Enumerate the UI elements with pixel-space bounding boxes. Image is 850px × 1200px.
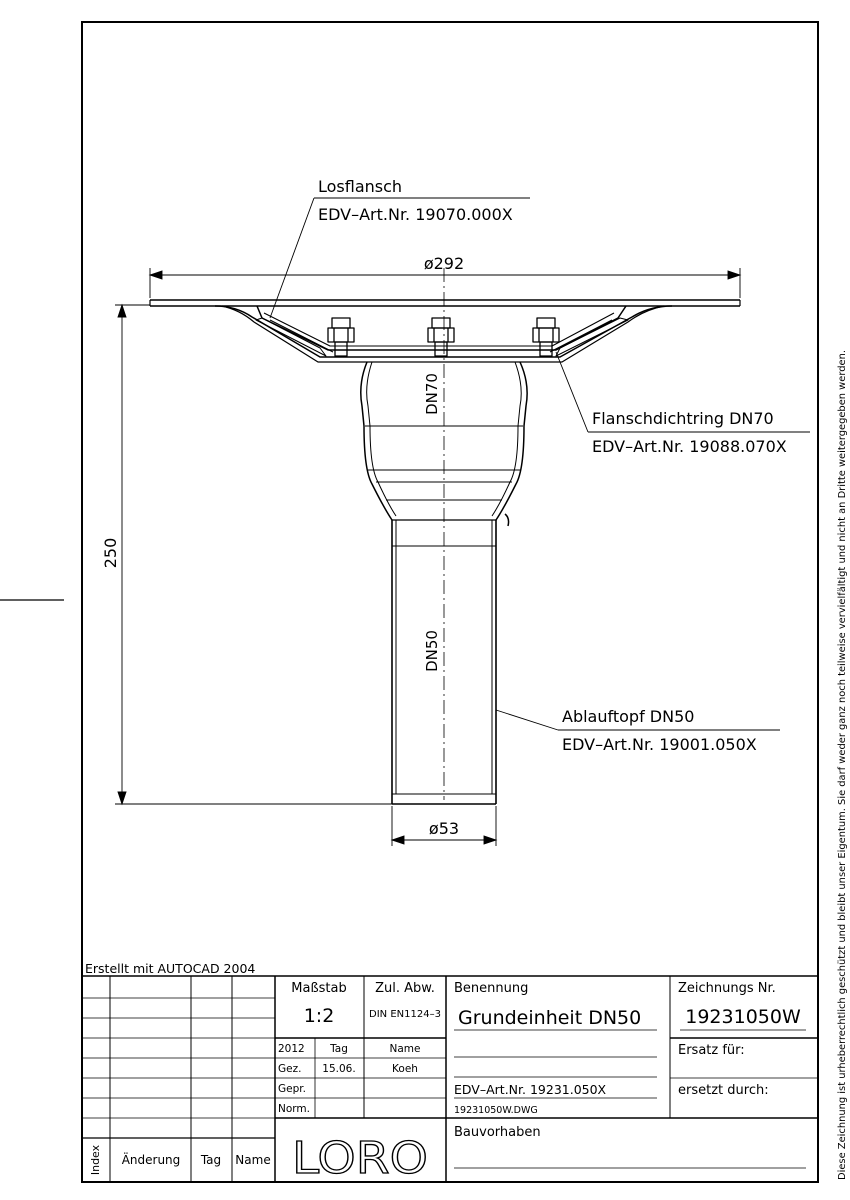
- tolerance-value: DIN EN1124–3: [369, 1009, 441, 1020]
- created-with-note: Erstellt mit AUTOCAD 2004: [85, 961, 256, 976]
- designation-label: Benennung: [454, 981, 529, 996]
- outlet-diameter-dim: ø53: [428, 819, 460, 838]
- drawn-label: Gez.: [278, 1063, 302, 1075]
- loro-logo: LORO: [292, 1133, 428, 1184]
- drawing-number-value: 19231050W: [685, 1006, 801, 1028]
- revision-index-header: Index: [89, 1144, 102, 1176]
- height-dim: 250: [101, 537, 120, 569]
- year-value: 2012: [278, 1043, 305, 1055]
- drawing-number-label: Zeichnungs Nr.: [678, 981, 776, 996]
- project-label: Bauvorhaben: [454, 1125, 541, 1140]
- revision-day-header: Tag: [200, 1153, 222, 1167]
- drawn-name: Koeh: [392, 1063, 418, 1075]
- replaced-by-label: ersetzt durch:: [678, 1083, 769, 1098]
- revision-name-header: Name: [235, 1153, 271, 1167]
- tolerance-label: Zul. Abw.: [375, 981, 435, 996]
- losflansch-article: EDV–Art.Nr. 19070.000X: [318, 205, 513, 224]
- dichtring-label: Flanschdichtring DN70: [592, 409, 774, 428]
- checked-label: Gepr.: [278, 1083, 306, 1095]
- ablauftopf-label: Ablauftopf DN50: [562, 707, 695, 726]
- name-label: Name: [389, 1043, 421, 1055]
- dimension-lines: [115, 268, 740, 846]
- scale-value: 1:2: [303, 1005, 335, 1027]
- article-number: EDV–Art.Nr. 19231.050X: [454, 1082, 607, 1097]
- dn70-label: DN70: [423, 373, 441, 415]
- replacement-for-label: Ersatz für:: [678, 1043, 745, 1058]
- losflansch-label: Losflansch: [318, 177, 403, 196]
- ablauftopf-article: EDV–Art.Nr. 19001.050X: [562, 735, 757, 754]
- designation-value: Grundeinheit DN50: [458, 1007, 642, 1029]
- norm-label: Norm.: [278, 1103, 310, 1115]
- revision-change-header: Änderung: [121, 1153, 181, 1167]
- scale-label: Maßstab: [291, 981, 347, 996]
- drawing-labels: [101, 177, 848, 1180]
- day-label: Tag: [330, 1043, 348, 1055]
- flange-diameter-dim: ø292: [423, 254, 465, 273]
- drawn-date: 15.06.: [322, 1063, 356, 1075]
- copyright-side-note: Diese Zeichnung ist urheberrechtlich geschützt und bleibt unser Eigentum. Sie darf weder ganz noch teilweise vervielfältigt und nicht an Dritte weitergegeben werden.: [837, 382, 848, 1180]
- dwg-file: 19231050W.DWG: [454, 1105, 538, 1116]
- dn50-label: DN50: [423, 630, 441, 672]
- dichtring-article: EDV–Art.Nr. 19088.070X: [592, 437, 787, 456]
